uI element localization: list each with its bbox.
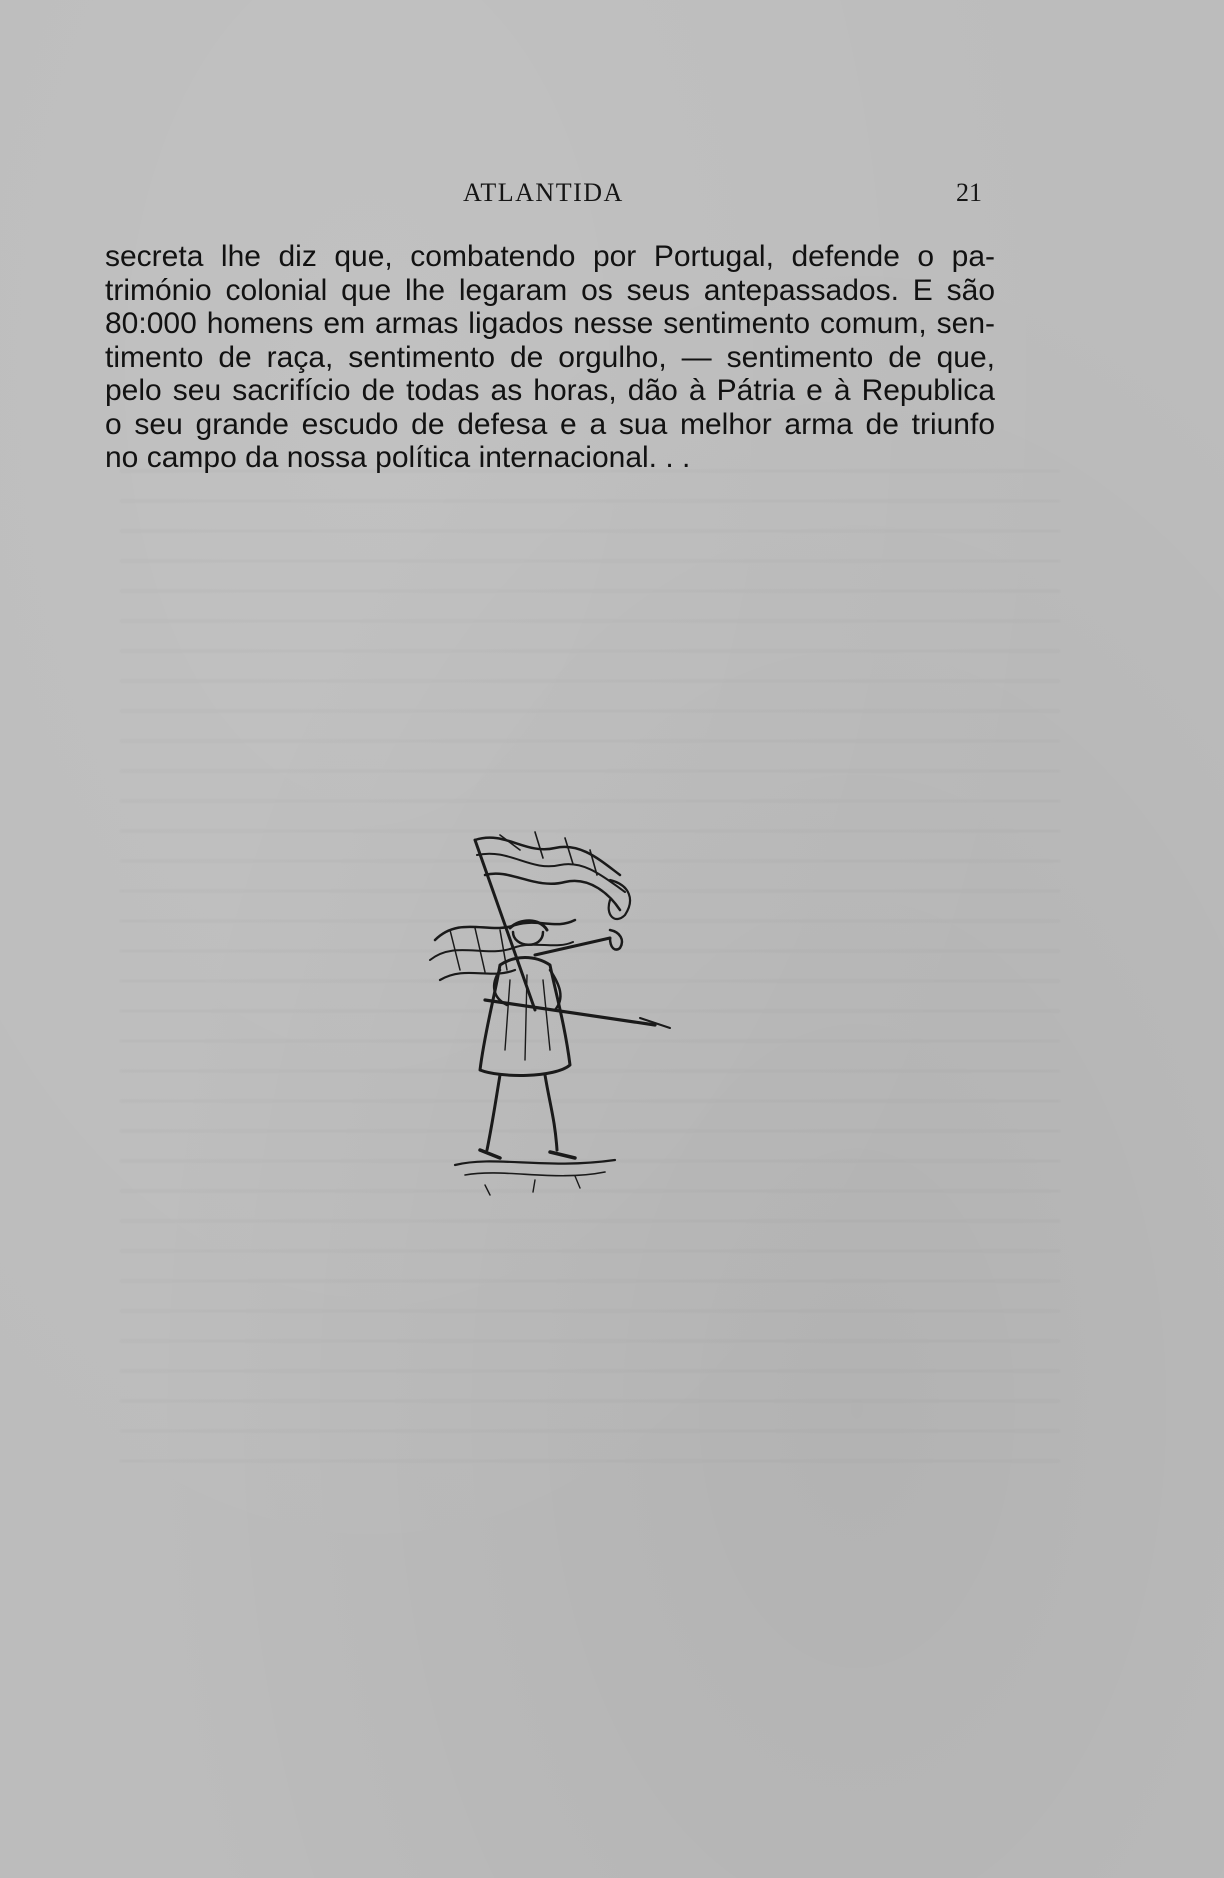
text-line: o seu grande escudo de defesa e a sua melhor arma de triunfo (105, 407, 995, 441)
text-line: pelo seu sacrifício de todas as horas, dão à Pátria e à Republica (105, 374, 995, 407)
soldier-with-flags-and-bugle-icon (415, 820, 675, 1200)
text-line: timento de raça, sentimento de orgulho, — sentimento de que, (105, 340, 995, 374)
text-line: 80:000 homens em armas ligados nesse sentimento comum, sen- (105, 307, 995, 340)
text-line: no campo da nossa política internacional. . . (105, 441, 691, 474)
body-paragraph (105, 240, 995, 475)
text-line: secreta lhe diz que, combatendo por Portugal, defende o pa- (105, 240, 995, 273)
page-number: 21 (956, 178, 982, 207)
text-line: trimónio colonial que lhe legaram os seus antepassados. E são (105, 273, 995, 307)
running-head (0, 178, 1224, 208)
running-title: ATLANTIDA (463, 178, 624, 207)
